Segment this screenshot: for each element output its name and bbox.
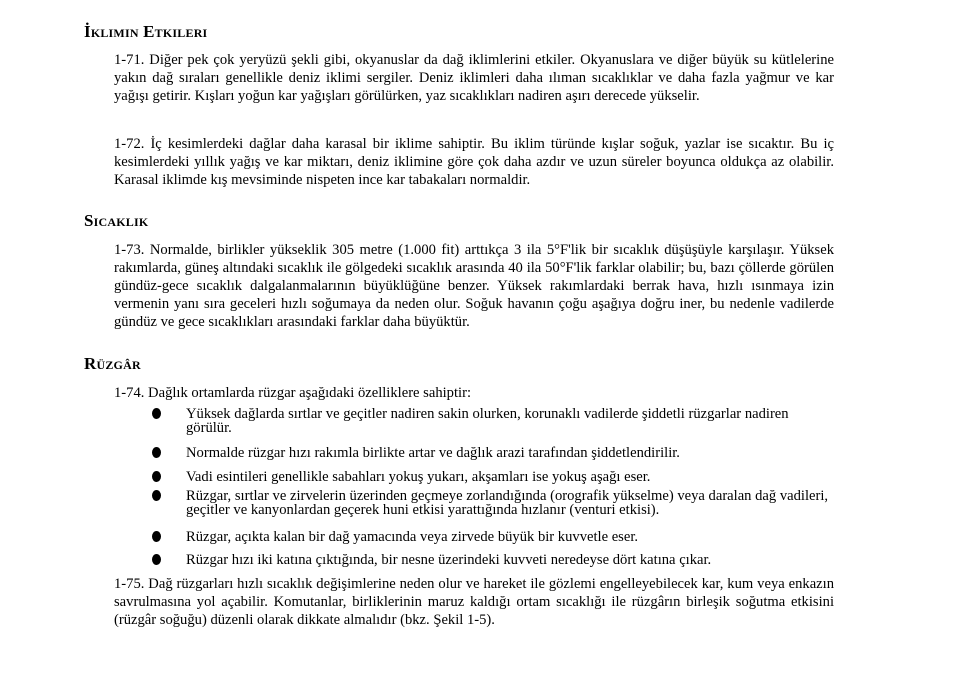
bullet-dot-icon bbox=[152, 531, 161, 542]
paragraph-1-73: 1-73. Normalde, birlikler yükseklik 305 metre (1.000 fit) arttıkça 3 ila 5°F'lik bir sıcaklık düşüşüyle karşılaşır. Yüksek rakımlarda, güneş altındaki sıcaklık ile gölgedeki sıcaklık arasında 40 ila 50°F'lik farklar olabilir; bu, bazı çöllerde görülen gündüz-gece sıcaklık dalgalanmalarının büyüklüğüne benzer. Yüksek rakımlardaki berrak hava, hızlı ısınmaya izin vermenin yanı sıra geceleri hızlı soğumaya da neden olur. Soğuk havanın çoğu aşağıya doğru iner, bu nedenle vadilerde gündüz ve gece sıcaklıkları arasındaki farklar daha büyüktür. bbox=[114, 242, 834, 330]
heading-climate-effects: İklimin Etkileri bbox=[84, 22, 208, 41]
paragraph-1-74: 1-74. Dağlık ortamlarda rüzgar aşağıdaki özelliklere sahiptir: bbox=[114, 385, 472, 401]
document-page: İklimin Etkileri 1-71. Diğer pek çok yeryüzü şekli gibi, okyanuslar da dağ iklimlerini etkiler. Okyanuslara ve diğer büyük su kütlelerine yakın dağ sıraları genellikle deniz iklimi sergiler. Deniz iklimleri daha ılıman sıcaklıklar ve daha fazla yağmur ve kar yağışı getirir. Kışları yoğun kar yağışları görülürken, yaz sıcaklıkları nadiren aşırı derecede yükselir. 1-72. İç kesimlerdeki dağlar daha karasal bir iklime sahiptir. Bu iklim türünde kışlar soğuk, yazlar ise sıcaktır. Bu iç kesimlerdeki yıllık yağış ve kar miktarı, deniz iklimine göre çok daha azdır ve uzun süreler boyunca oldukça az olabilir. Karasal iklimde kış mevsiminde nispeten ince kar tabakaları normaldir. Sıcaklık 1-73. Normalde, birlikler yükseklik 305 metre (1.000 fit) arttıkça 3 ila 5°F'lik bir sıcaklık düşüşüyle karşılaşır. Yüksek rakımlarda, güneş altındaki sıcaklık ile gölgedeki sıcaklık arasında 40 ila 50°F'lik farklar olabilir; bu, bazı çöllerde görülen gündüz-gece sıcaklık dalgalanmalarının büyüklüğüne benzer. Yüksek rakımlardaki berrak hava, hızlı ısınmaya izin vermenin yanı sıra geceleri hızlı soğumaya da neden olur. Soğuk havanın çoğu aşağıya doğru iner, bu nedenle vadilerde gündüz ve gece sıcaklıkları arasındaki farklar daha büyüktür. Rüzgâr 1-74. Dağlık ortamlarda rüzgar aşağıdaki özelliklere sahiptir: Yüksek dağlarda sırtlar ve geçitler nadiren sakin olurken, korunaklı vadilerde şiddetli rüzgarlar nadiren görülür. Normalde rüzgar hızı rakımla birlikte artar ve dağlık arazi tarafından şiddetlendirilir. Vadi esintileri genellikle sabahları yokuş yukarı, akşamları ise yokuş aşağı eser. Rüzgar, sırtlar ve zirvelerin üzerinden geçmeye zorlandığında (orografik yükselme) veya daralan dağ vadileri, geçitler ve kanyonlardan geçerek huni etkisi yarattığında hızlanır (venturi etkisi). Rüzgar, açıkta kalan bir dağ yamacında veya zirvede büyük bir kuvvetle eser. Rüzgar hızı iki katına çıktığında, bir nesne üzerindeki kuvveti neredeyse dört katına çıkar. 1-75. Dağ rüzgarları hızlı sıcaklık değişimlerine neden olur ve hareket ile gözlemi engelleyebilecek kar, kum veya enkazın savrulmasına yol açabilir. Komutanlar, birliklerinin maruz kaldığı ortam sıcaklığı ile rüzgârın birleşik soğutma etkisini (rüzgâr soğuğu) düzenli olarak dikkate almalıdır (bkz. Şekil 1-5). bbox=[84, 22, 834, 628]
bullet-dot-icon bbox=[152, 408, 161, 419]
bullet-dot-icon bbox=[152, 447, 161, 458]
bullet-dot-icon bbox=[152, 490, 161, 501]
heading-wind: Rüzgâr bbox=[84, 354, 141, 373]
heading-temperature: Sıcaklık bbox=[84, 211, 149, 230]
paragraph-1-72: 1-72. İç kesimlerdeki dağlar daha karasal bir iklime sahiptir. Bu iklim türünde kışlar soğuk, yazlar ise sıcaktır. Bu iç kesimlerdeki yıllık yağış ve kar miktarı, deniz iklimine göre çok daha azdır ve uzun süreler boyunca oldukça az olabilir. Karasal iklimde kış mevsiminde nispeten ince kar tabakaları normaldir. bbox=[114, 136, 834, 188]
bullet-dot-icon bbox=[152, 471, 161, 482]
paragraph-1-71: 1-71. Diğer pek çok yeryüzü şekli gibi, okyanuslar da dağ iklimlerini etkiler. Okyanuslara ve diğer büyük su kütlelerine yakın dağ sıraları genellikle deniz iklimi sergiler. Deniz iklimleri daha ılıman sıcaklıklar ve daha fazla yağmur ve kar yağışı getirir. Kışları yoğun kar yağışları görülürken, yaz sıcaklıkları nadiren aşırı derecede yükselir. bbox=[114, 52, 834, 104]
paragraph-1-75: 1-75. Dağ rüzgarları hızlı sıcaklık değişimlerine neden olur ve hareket ile gözlemi engelleyebilecek kar, kum veya enkazın savrulmasına yol açabilir. Komutanlar, birliklerinin maruz kaldığı ortam sıcaklığı ile rüzgârın birleşik soğutma etkisini (rüzgâr soğuğu) düzenli olarak dikkate almalıdır (bkz. Şekil 1-5). bbox=[114, 576, 834, 628]
bullet-dot-icon bbox=[152, 554, 161, 565]
